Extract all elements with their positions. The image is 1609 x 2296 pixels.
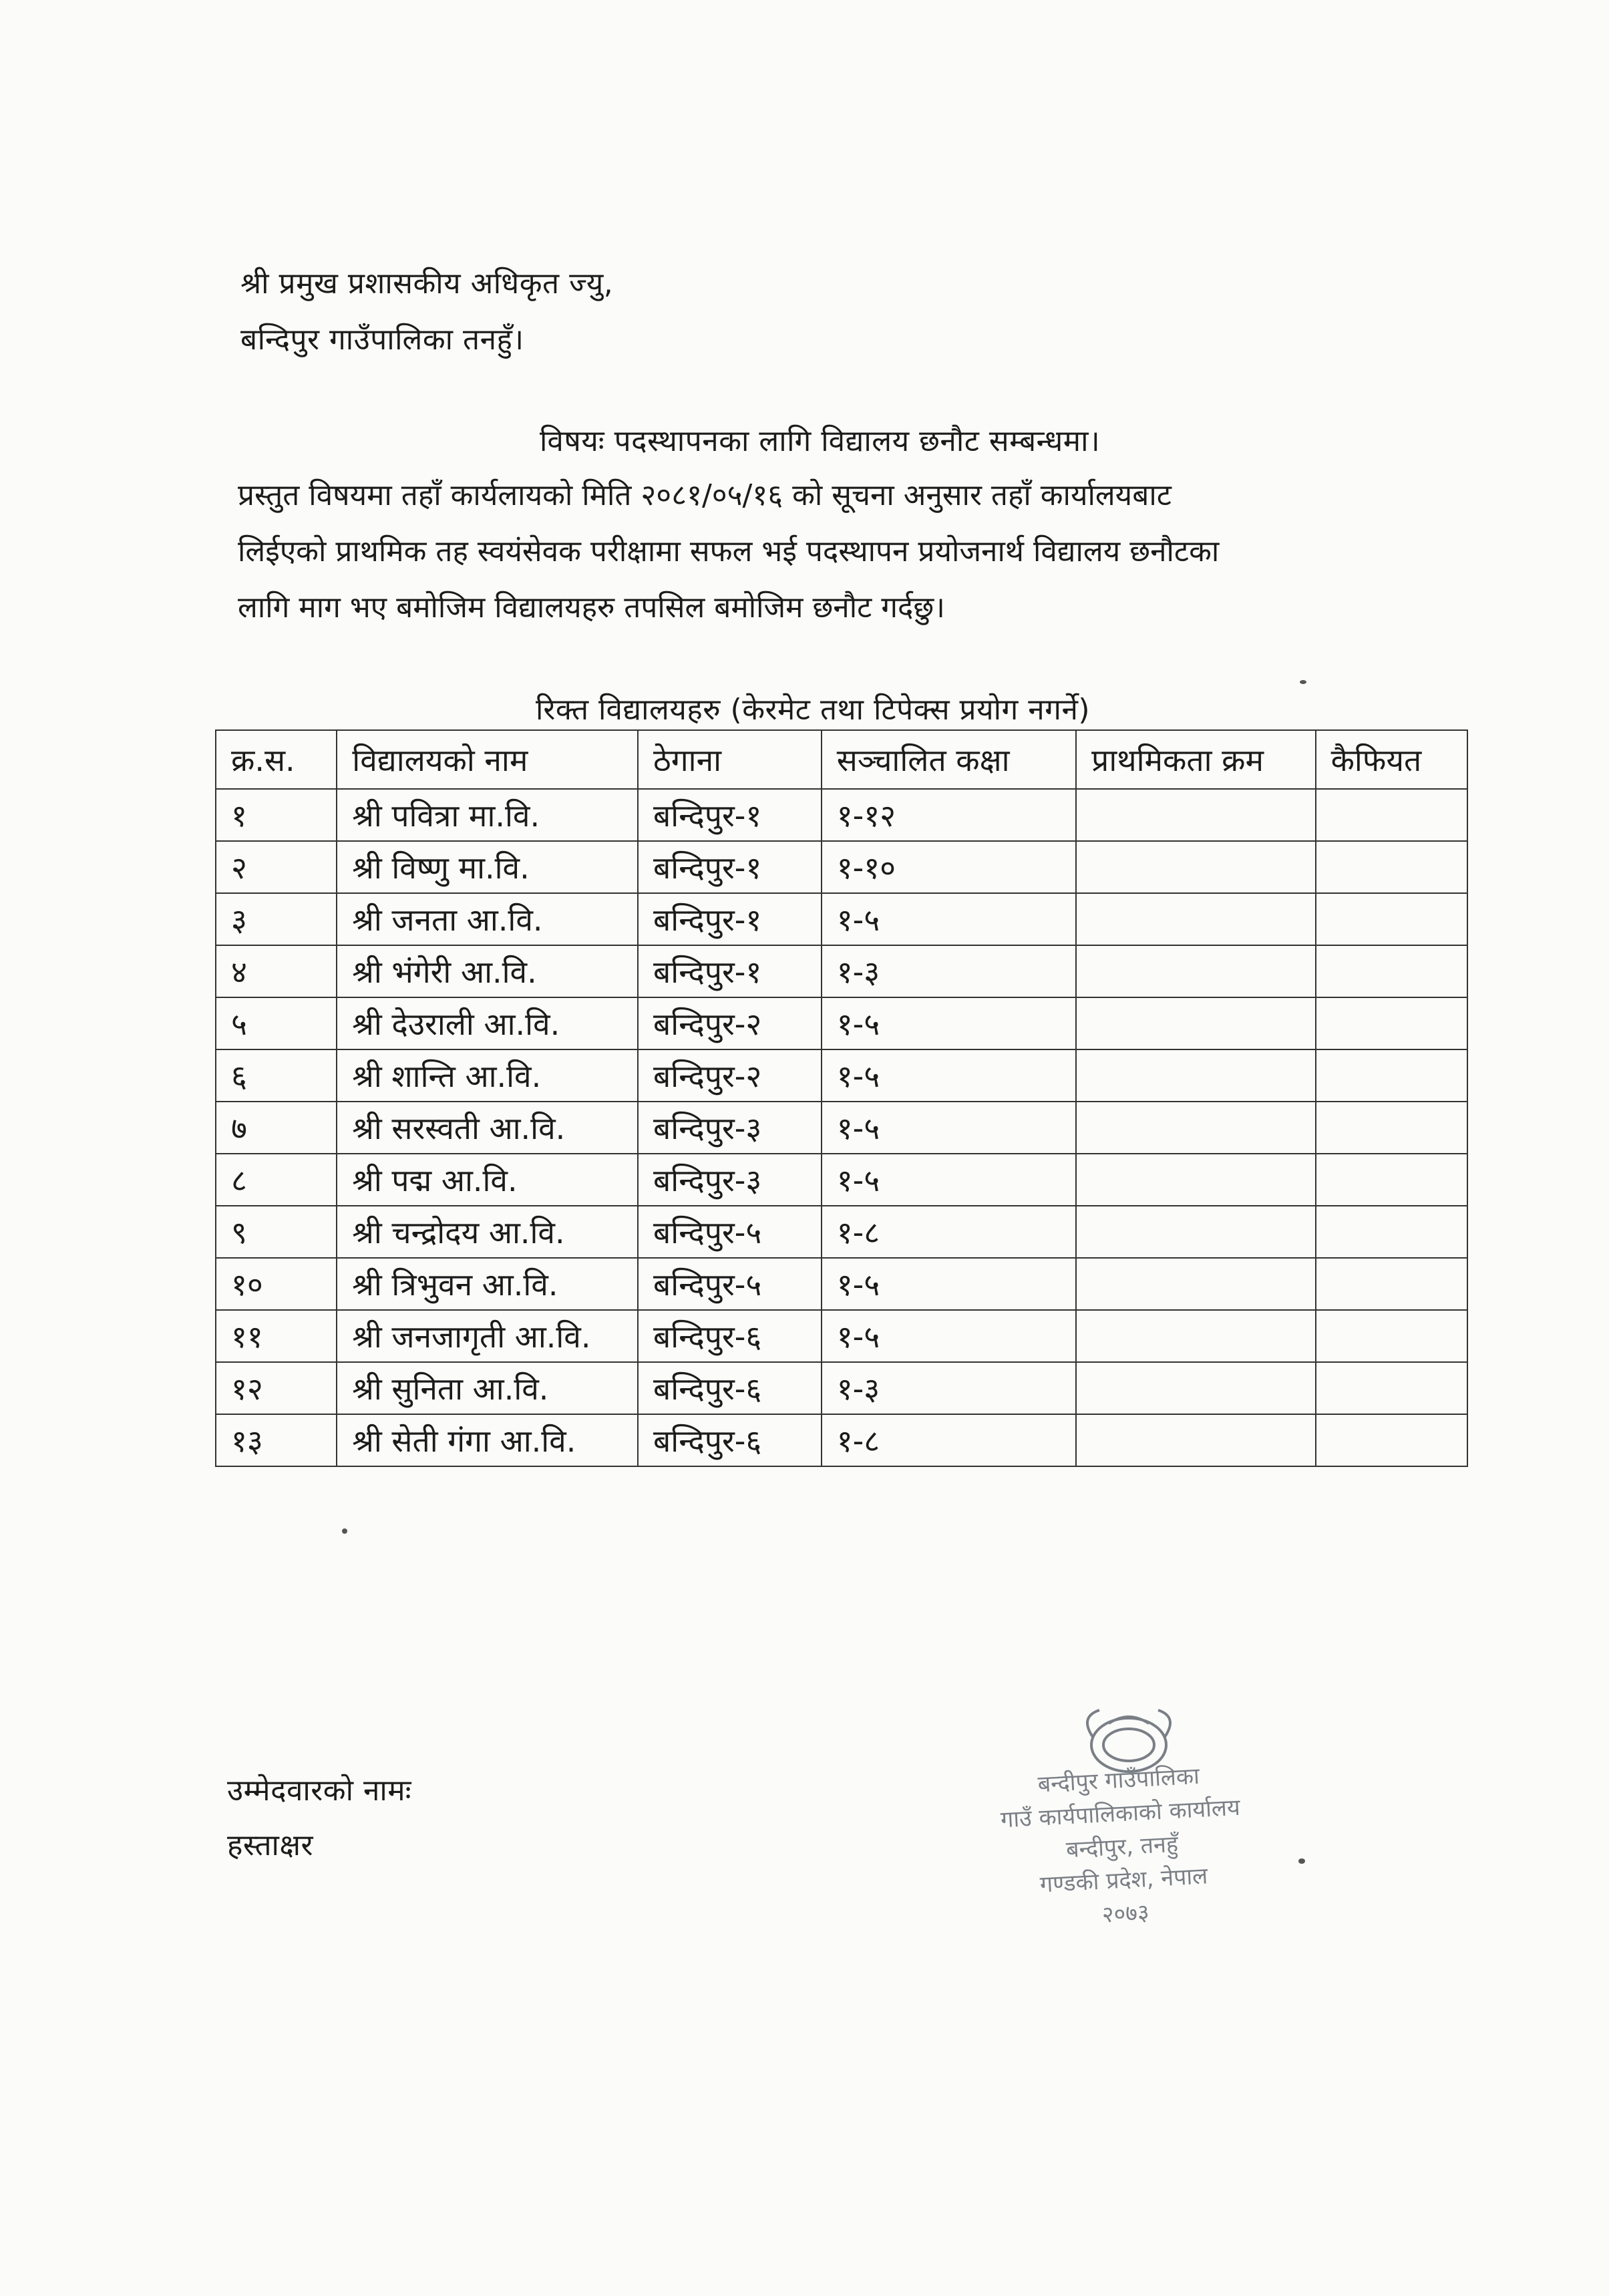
stamp-line-1: बन्दीपुर गाउँपालिका (1037, 1762, 1200, 1798)
header-address: ठेगाना (638, 730, 822, 789)
serial-cell: ८ (216, 1154, 337, 1206)
table-row (216, 789, 1467, 841)
serial-cell: १२ (216, 1362, 337, 1414)
remarks-cell[interactable] (1316, 997, 1467, 1049)
school-name-cell: श्री भंगेरी आ.वि. (337, 945, 638, 997)
address-cell: बन्दिपुर-६ (638, 1362, 822, 1414)
table-row (216, 997, 1467, 1049)
table-row (216, 893, 1467, 945)
scan-speck (1298, 1858, 1305, 1864)
address-cell: बन्दिपुर-२ (638, 1049, 822, 1102)
school-name-cell: श्री पवित्रा मा.वि. (337, 789, 638, 841)
priority-cell[interactable] (1076, 841, 1315, 893)
address-cell: बन्दिपुर-१ (638, 841, 822, 893)
classes-cell: १-३ (822, 1362, 1076, 1414)
header-classes: सञ्चालित कक्षा (822, 730, 1076, 789)
classes-cell: १-५ (822, 1049, 1076, 1102)
table-header-row (216, 730, 1467, 789)
remarks-cell[interactable] (1316, 789, 1467, 841)
address-cell: बन्दिपुर-५ (638, 1206, 822, 1258)
serial-cell: ११ (216, 1310, 337, 1362)
remarks-cell[interactable] (1316, 1206, 1467, 1258)
table-row (216, 1049, 1467, 1102)
priority-cell[interactable] (1076, 893, 1315, 945)
serial-cell: ७ (216, 1102, 337, 1154)
classes-cell: १-१२ (822, 789, 1076, 841)
priority-cell[interactable] (1076, 1102, 1315, 1154)
classes-cell: १-५ (822, 1258, 1076, 1310)
addressee-line-2: बन्दिपुर गाउँपालिका तनहुँ। (240, 323, 524, 357)
serial-cell: १ (216, 789, 337, 841)
priority-cell[interactable] (1076, 1414, 1315, 1466)
school-name-cell: श्री सुनिता आ.वि. (337, 1362, 638, 1414)
priority-cell[interactable] (1076, 1362, 1315, 1414)
classes-cell: १-१० (822, 841, 1076, 893)
addressee-line-1: श्री प्रमुख प्रशासकीय अधिकृत ज्यु, (240, 267, 614, 301)
stamp-line-4: गण्डकी प्रदेश, नेपाल (1039, 1862, 1209, 1899)
serial-cell: २ (216, 841, 337, 893)
serial-cell: ९ (216, 1206, 337, 1258)
address-cell: बन्दिपुर-६ (638, 1310, 822, 1362)
school-name-cell: श्री चन्द्रोदय आ.वि. (337, 1206, 638, 1258)
school-name-cell: श्री विष्णु मा.वि. (337, 841, 638, 893)
priority-cell[interactable] (1076, 1049, 1315, 1102)
address-cell: बन्दिपुर-३ (638, 1154, 822, 1206)
serial-cell: ३ (216, 893, 337, 945)
serial-cell: १३ (216, 1414, 337, 1466)
priority-cell[interactable] (1076, 1258, 1315, 1310)
table-title: रिक्त विद्यालयहरु (केरमेट तथा टिपेक्स प्रयोग नगर्ने) (536, 693, 1091, 727)
classes-cell: १-८ (822, 1206, 1076, 1258)
school-name-cell: श्री पद्म आ.वि. (337, 1154, 638, 1206)
stamp-line-5: २०७३ (1101, 1899, 1150, 1929)
remarks-cell[interactable] (1316, 841, 1467, 893)
body-line-2: लिईएको प्राथमिक तह स्वयंसेवक परीक्षामा सफल भई पदस्थापन प्रयोजनार्थ विद्यालय छनौटका (238, 534, 1220, 568)
serial-cell: ५ (216, 997, 337, 1049)
remarks-cell[interactable] (1316, 1362, 1467, 1414)
header-priority: प्राथमिकता क्रम (1076, 730, 1315, 789)
body-line-3: लागि माग भए बमोजिम विद्यालयहरु तपसिल बमोजिम छनौट गर्दछु। (238, 591, 945, 625)
classes-cell: १-८ (822, 1414, 1076, 1466)
table-row (216, 1206, 1467, 1258)
vacant-schools-table (215, 729, 1468, 1467)
scan-speck (342, 1528, 347, 1534)
remarks-cell[interactable] (1316, 893, 1467, 945)
candidate-name-label: उम्मेदवारको नामः (227, 1774, 411, 1808)
header-serial: क्र.स. (216, 730, 337, 789)
table-row (216, 1258, 1467, 1310)
body-line-1: प्रस्तुत विषयमा तहाँ कार्यलायको मिति २०८१/०५/१६ को सूचना अनुसार तहाँ कार्यालयबाट (238, 478, 1172, 512)
table-row (216, 1310, 1467, 1362)
address-cell: बन्दिपुर-३ (638, 1102, 822, 1154)
classes-cell: १-३ (822, 945, 1076, 997)
signature-label: हस्ताक्षर (227, 1828, 313, 1862)
table-row (216, 1414, 1467, 1466)
address-cell: बन्दिपुर-१ (638, 945, 822, 997)
table-row (216, 1154, 1467, 1206)
address-cell: बन्दिपुर-२ (638, 997, 822, 1049)
remarks-cell[interactable] (1316, 1258, 1467, 1310)
table-row (216, 1102, 1467, 1154)
header-remarks: कैफियत (1316, 730, 1467, 789)
subject-line: विषयः पदस्थापनका लागि विद्यालय छनौट सम्बन्धमा। (540, 424, 1101, 458)
classes-cell: १-५ (822, 1310, 1076, 1362)
stamp-line-2: गाउँ कार्यपालिकाको कार्यालय (1000, 1794, 1241, 1834)
body-paragraph (238, 468, 1480, 636)
school-name-cell: श्री सरस्वती आ.वि. (337, 1102, 638, 1154)
school-name-cell: श्री सेती गंगा आ.वि. (337, 1414, 638, 1466)
priority-cell[interactable] (1076, 945, 1315, 997)
classes-cell: १-५ (822, 893, 1076, 945)
school-name-cell: श्री देउराली आ.वि. (337, 997, 638, 1049)
stamp-line-3: बन्दीपुर, तनहुँ (1065, 1830, 1179, 1864)
remarks-cell[interactable] (1316, 1414, 1467, 1466)
address-cell: बन्दिपुर-६ (638, 1414, 822, 1466)
address-cell: बन्दिपुर-१ (638, 789, 822, 841)
serial-cell: ४ (216, 945, 337, 997)
school-name-cell: श्री त्रिभुवन आ.वि. (337, 1258, 638, 1310)
priority-cell[interactable] (1076, 1310, 1315, 1362)
header-school-name: विद्यालयको नाम (337, 730, 638, 789)
school-name-cell: श्री जनता आ.वि. (337, 893, 638, 945)
school-name-cell: श्री शान्ति आ.वि. (337, 1049, 638, 1102)
classes-cell: १-५ (822, 1102, 1076, 1154)
table-row (216, 841, 1467, 893)
remarks-cell[interactable] (1316, 945, 1467, 997)
priority-cell[interactable] (1076, 789, 1315, 841)
classes-cell: १-५ (822, 1154, 1076, 1206)
address-cell: बन्दिपुर-१ (638, 893, 822, 945)
remarks-cell[interactable] (1316, 1154, 1467, 1206)
table-row (216, 1362, 1467, 1414)
priority-cell[interactable] (1076, 1154, 1315, 1206)
scan-speck (1300, 680, 1306, 684)
remarks-cell[interactable] (1316, 1102, 1467, 1154)
classes-cell: १-५ (822, 997, 1076, 1049)
stamp-text (971, 1756, 1273, 1939)
serial-cell: १० (216, 1258, 337, 1310)
table-row (216, 945, 1467, 997)
school-name-cell: श्री जनजागृती आ.वि. (337, 1310, 638, 1362)
remarks-cell[interactable] (1316, 1310, 1467, 1362)
serial-cell: ६ (216, 1049, 337, 1102)
address-cell: बन्दिपुर-५ (638, 1258, 822, 1310)
priority-cell[interactable] (1076, 997, 1315, 1049)
remarks-cell[interactable] (1316, 1049, 1467, 1102)
priority-cell[interactable] (1076, 1206, 1315, 1258)
